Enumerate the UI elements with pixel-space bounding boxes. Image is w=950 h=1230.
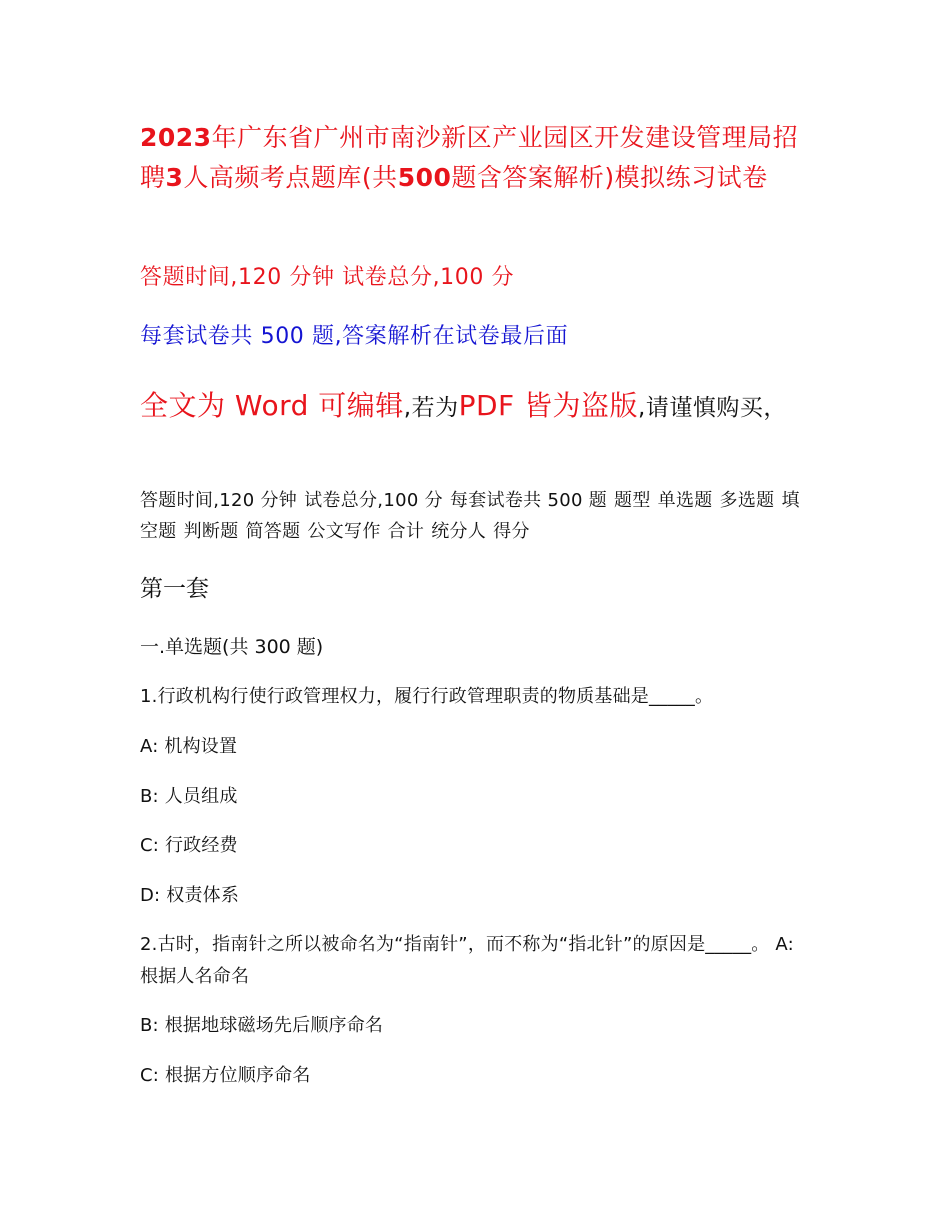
answer-option: D: 权责体系 <box>140 885 240 906</box>
summary-item: 单选题 <box>657 490 713 511</box>
title-text-1: 年广东省广州市南沙新区产业园区开发建设管理局招聘 <box>140 123 799 192</box>
summary-item: 得分 <box>493 521 530 542</box>
notice-text-1: ,若为 <box>403 395 459 421</box>
question-count-note: 每套试卷共 500 题,答案解析在试卷最后面 <box>140 324 569 349</box>
answer-option: A: 机构设置 <box>140 736 238 757</box>
notice-pdf-pirated: PDF 皆为盗版 <box>458 389 639 422</box>
title-year: 2023 <box>140 123 212 152</box>
notice-word-editable: 全文为 Word 可编辑 <box>140 389 404 422</box>
document-title <box>140 118 812 198</box>
summary-item: 简答题 <box>245 521 301 542</box>
summary-item: 题型 <box>614 490 651 511</box>
answer-option: C: 根据方位顺序命名 <box>140 1065 311 1086</box>
answer-option: B: 根据地球磁场先后顺序命名 <box>140 1015 384 1036</box>
title-text-3: 题含答案解析)模拟练习试卷 <box>451 163 768 192</box>
title-question-count: 500 <box>397 163 452 192</box>
summary-item: 填空题 <box>140 490 800 542</box>
summary-item: 统分人 <box>431 521 487 542</box>
summary-item: 答题时间,120 分钟 <box>140 490 298 511</box>
summary-item: 判断题 <box>183 521 239 542</box>
score-summary <box>140 485 812 547</box>
question-stem: 1.行政机构行使行政管理权力，履行行政管理职责的物质基础是_____。 <box>140 686 714 707</box>
notice-text-2: ,请谨慎购买， <box>638 395 787 421</box>
exam-time-score: 答题时间,120 分钟 试卷总分,100 分 <box>140 265 515 290</box>
title-count: 3 <box>165 163 184 192</box>
section-heading: 一.单选题(共 300 题) <box>140 636 324 658</box>
question-stem: 2.古时，指南针之所以被命名为“指南针”，而不称为“指北针”的原因是_____。 A: 根据人名命名 <box>140 934 794 987</box>
summary-item: 多选题 <box>719 490 775 511</box>
set-heading: 第一套 <box>140 576 209 602</box>
summary-item: 试卷总分,100 分 <box>304 490 443 511</box>
summary-item: 合计 <box>387 521 425 542</box>
title-text-2: 人高频考点题库(共 <box>183 163 398 192</box>
summary-item: 每套试卷共 500 题 <box>449 490 608 511</box>
answer-option: B: 人员组成 <box>140 786 238 807</box>
answer-option: C: 行政经费 <box>140 835 238 856</box>
summary-item: 公文写作 <box>307 521 381 542</box>
copyright-notice <box>140 381 812 433</box>
